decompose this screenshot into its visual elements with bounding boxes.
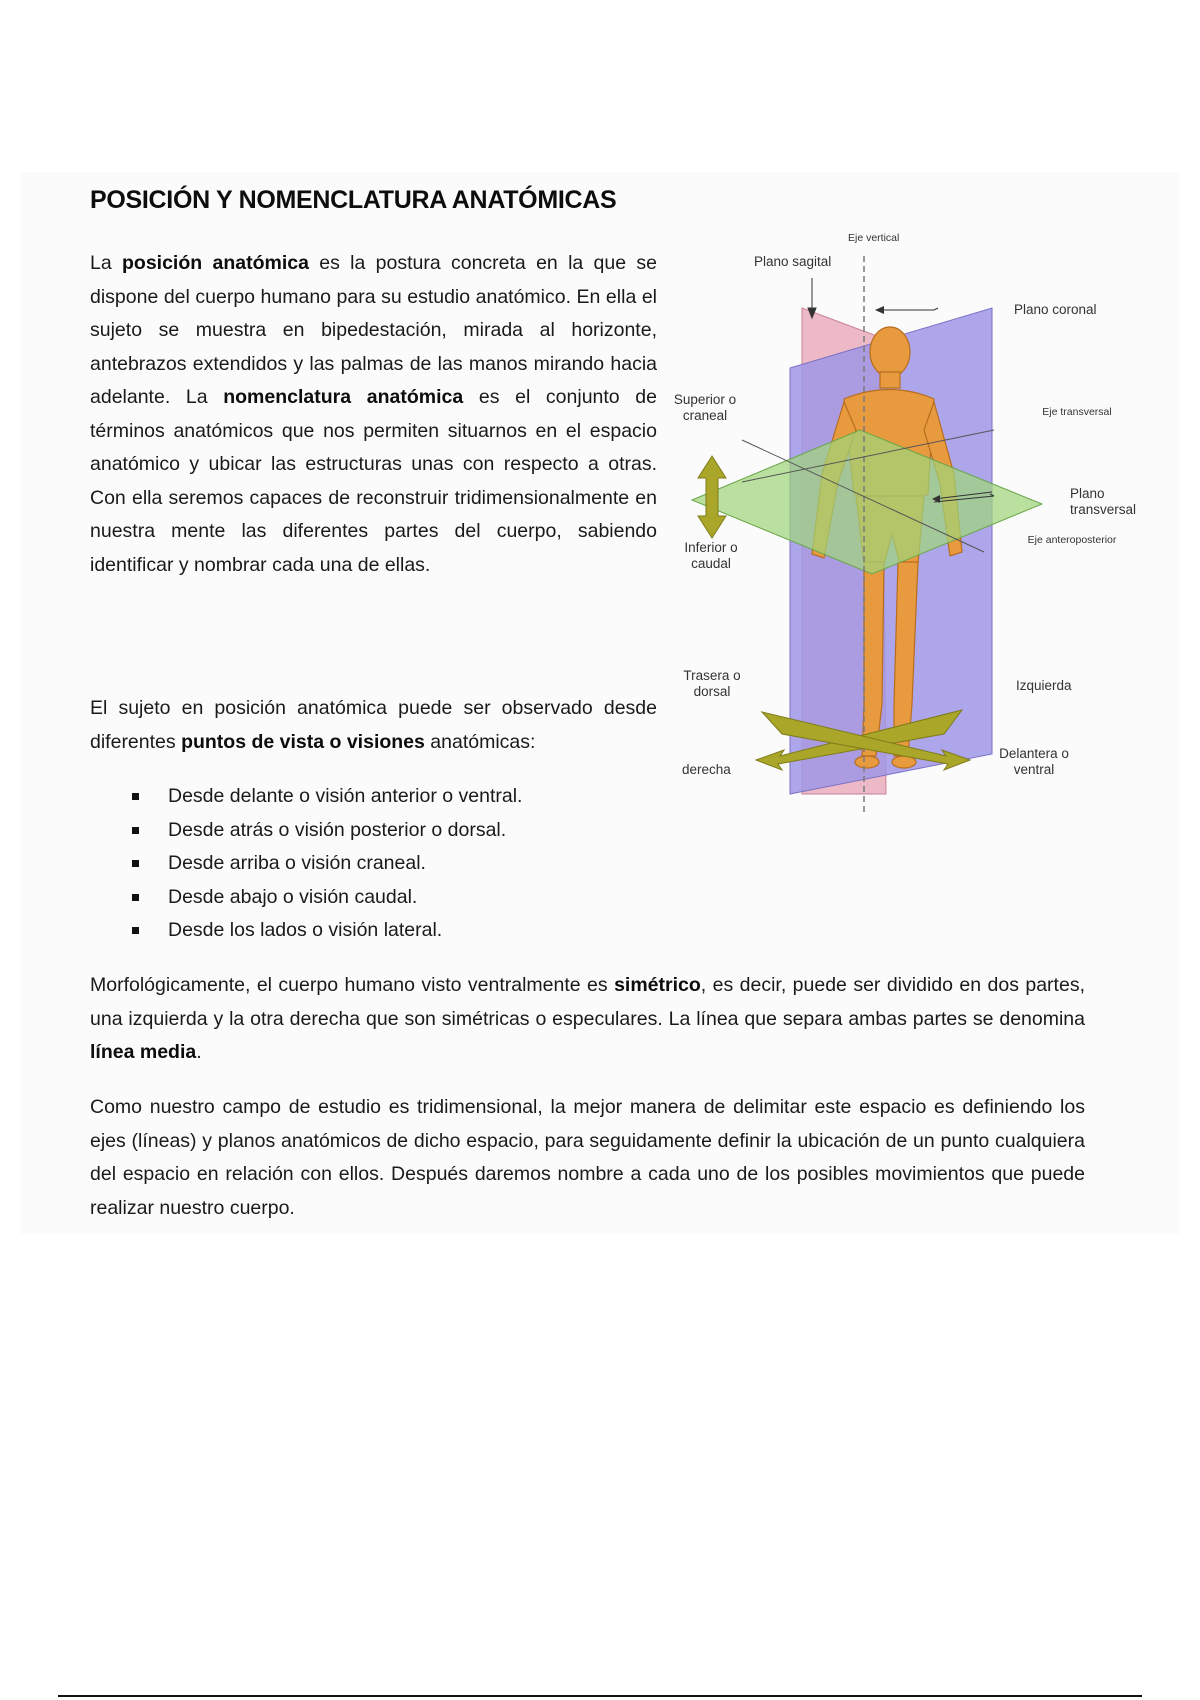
label-eje-anteroposterior: Eje anteroposterior [1027,534,1117,546]
coronal-leader-head [875,306,884,314]
paragraph-anatomical-position [90,247,657,582]
text-run: anatómicas: [424,730,536,753]
text-run: es el conjunto de términos anatómicos que nos permiten situarnos en el espacio anatómico y ubicar las estructuras unas con respecto a otras. Con ella seremos capaces de reconstruir tridimensionalmente en nuestra mente las diferentes partes del cuerpo, sabiendo identificar y nombrar cada una de ellas. [90,386,657,576]
list-item: Desde atrás o visión posterior o dorsal. [90,814,522,848]
text-run: , es decir, puede ser dividido en dos partes, una izquierda y la otra derecha que son simétricas o especulares. La línea que separa ambas partes se denomina [90,974,1085,1030]
bold-term: línea media [90,1041,197,1063]
list-item: Desde los lados o visión lateral. [90,914,522,948]
label-izquierda: Izquierda [1016,678,1072,693]
label-superior-craneal: Superior o craneal [673,392,737,423]
paragraph-axes-planes [90,1091,1085,1225]
bold-term: nomenclatura anatómica [223,386,464,408]
list-item: Desde arriba o visión craneal. [90,847,522,881]
text-run: . [196,1041,202,1063]
label-plano-transversal: Plano transversal [1070,486,1137,517]
list-item: Desde abajo o visión caudal. [90,881,522,915]
list-item: Desde delante o visión anterior o ventral. [90,780,522,814]
label-plano-sagital: Plano sagital [754,254,832,269]
paragraph-symmetry [90,969,1085,1070]
bold-term: simétrico [614,974,701,996]
viewpoints-list [90,780,522,948]
text-run: La [90,252,122,274]
label-inferior-caudal: Inferior o caudal [684,540,738,571]
label-eje-transversal: Eje transversal [1042,406,1112,418]
bold-term: puntos de vista o visiones [181,730,425,753]
label-trasera-dorsal: Trasera o dorsal [683,668,741,699]
text-run: El sujeto en posición anatómica puede ser observado desde diferentes [90,697,657,753]
label-derecha: derecha [682,762,731,777]
label-eje-vertical: Eje vertical [848,232,900,244]
page-title: POSICIÓN Y NOMENCLATURA ANATÓMICAS [90,186,617,214]
bold-term: posición anatómica [122,252,309,274]
anatomical-planes-figure [672,234,1172,854]
label-delantera-ventral: Delantera o ventral [999,746,1069,777]
text-run: Como nuestro campo de estudio es tridimensional, la mejor manera de delimitar este espacio es definiendo los ejes (líneas) y planos anatómicos de dicho espacio, para seguidamente definir la ubicación de un punto cualquiera del espacio en relación con ellos. Después daremos nombre a cada uno de los posibles movimientos que puede realizar nuestro cuerpo. [90,1096,1085,1219]
label-plano-coronal: Plano coronal [1014,302,1097,317]
paragraph-viewpoints [90,692,657,759]
footer-divider [58,1695,1142,1697]
text-run: es la postura concreta en la que se dispone del cuerpo humano para su estudio anatómico. En ella el sujeto se muestra en bipedestación, mirada al horizonte, antebrazos extendidos y las palmas de las manos mirando hacia adelante. La [90,252,657,408]
text-run: Morfológicamente, el cuerpo humano visto ventralmente es [90,974,615,996]
